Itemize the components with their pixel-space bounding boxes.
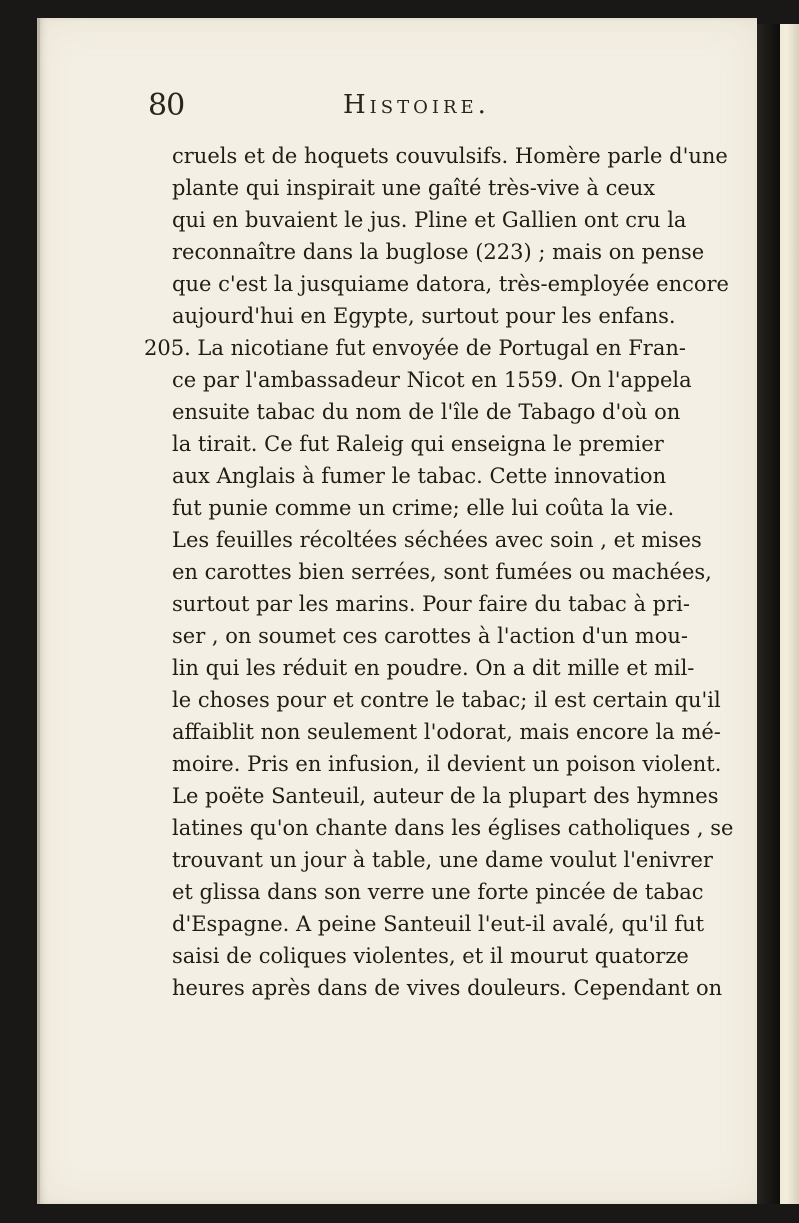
text-line: aujourd'hui en Egypte, surtout pour les enfans. [172, 304, 676, 328]
text-line: fut punie comme un crime; elle lui coûta la vie. [172, 496, 675, 520]
page-left-edge [37, 18, 40, 1204]
text-line: la tirait. Ce fut Raleig qui enseigna le premier [172, 432, 664, 456]
text-line: trouvant un jour à table, une dame voulut l'enivrer [172, 848, 713, 872]
text-line: moire. Pris en infusion, il devient un poison violent. [172, 752, 722, 776]
text-line: lin qui les réduit en poudre. On a dit mille et mil- [172, 656, 695, 680]
text-line: Les feuilles récoltées séchées avec soin , et mises [172, 528, 702, 552]
text-line: que c'est la jusquiame datora, très-employée encore [172, 272, 729, 296]
text-line: affaiblit non seulement l'odorat, mais encore la mé- [172, 720, 721, 744]
text-line: ser , on soumet ces carottes à l'action d'un mou- [172, 624, 688, 648]
page-header [148, 88, 708, 128]
running-head: Histoire. [343, 90, 490, 120]
text-line: surtout par les marins. Pour faire du tabac à pri- [172, 592, 690, 616]
text-line: reconnaître dans la buglose (223) ; mais on pense [172, 240, 705, 264]
text-line: ce par l'ambassadeur Nicot en 1559. On l'appela [172, 368, 692, 392]
text-line: aux Anglais à fumer le tabac. Cette innovation [172, 464, 667, 488]
text-line: saisi de coliques violentes, et il mourut quatorze [172, 944, 689, 968]
text-line: en carottes bien serrées, sont fumées ou machées, [172, 560, 712, 584]
text-line: plante qui inspirait une gaîté très-vive à ceux [172, 176, 656, 200]
text-line: d'Espagne. A peine Santeuil l'eut-il avalé, qu'il fut [172, 912, 705, 936]
text-line: le choses pour et contre le tabac; il est certain qu'il [172, 688, 721, 712]
text-line: qui en buvaient le jus. Pline et Gallien ont cru la [172, 208, 687, 232]
text-line: cruels et de hoquets couvulsifs. Homère parle d'une [172, 144, 728, 168]
text-line: et glissa dans son verre une forte pincée de tabac [172, 880, 704, 904]
text-line: 205. La nicotiane fut envoyée de Portugal en Fran- [144, 336, 686, 360]
text-line: ensuite tabac du nom de l'île de Tabago d'où on [172, 400, 681, 424]
page-number: 80 [148, 88, 185, 123]
text-line: heures après dans de vives douleurs. Cependant on [172, 976, 723, 1000]
text-line: Le poëte Santeuil, auteur de la plupart des hymnes [172, 784, 719, 808]
text-line: latines qu'on chante dans les églises catholiques , se [172, 816, 734, 840]
